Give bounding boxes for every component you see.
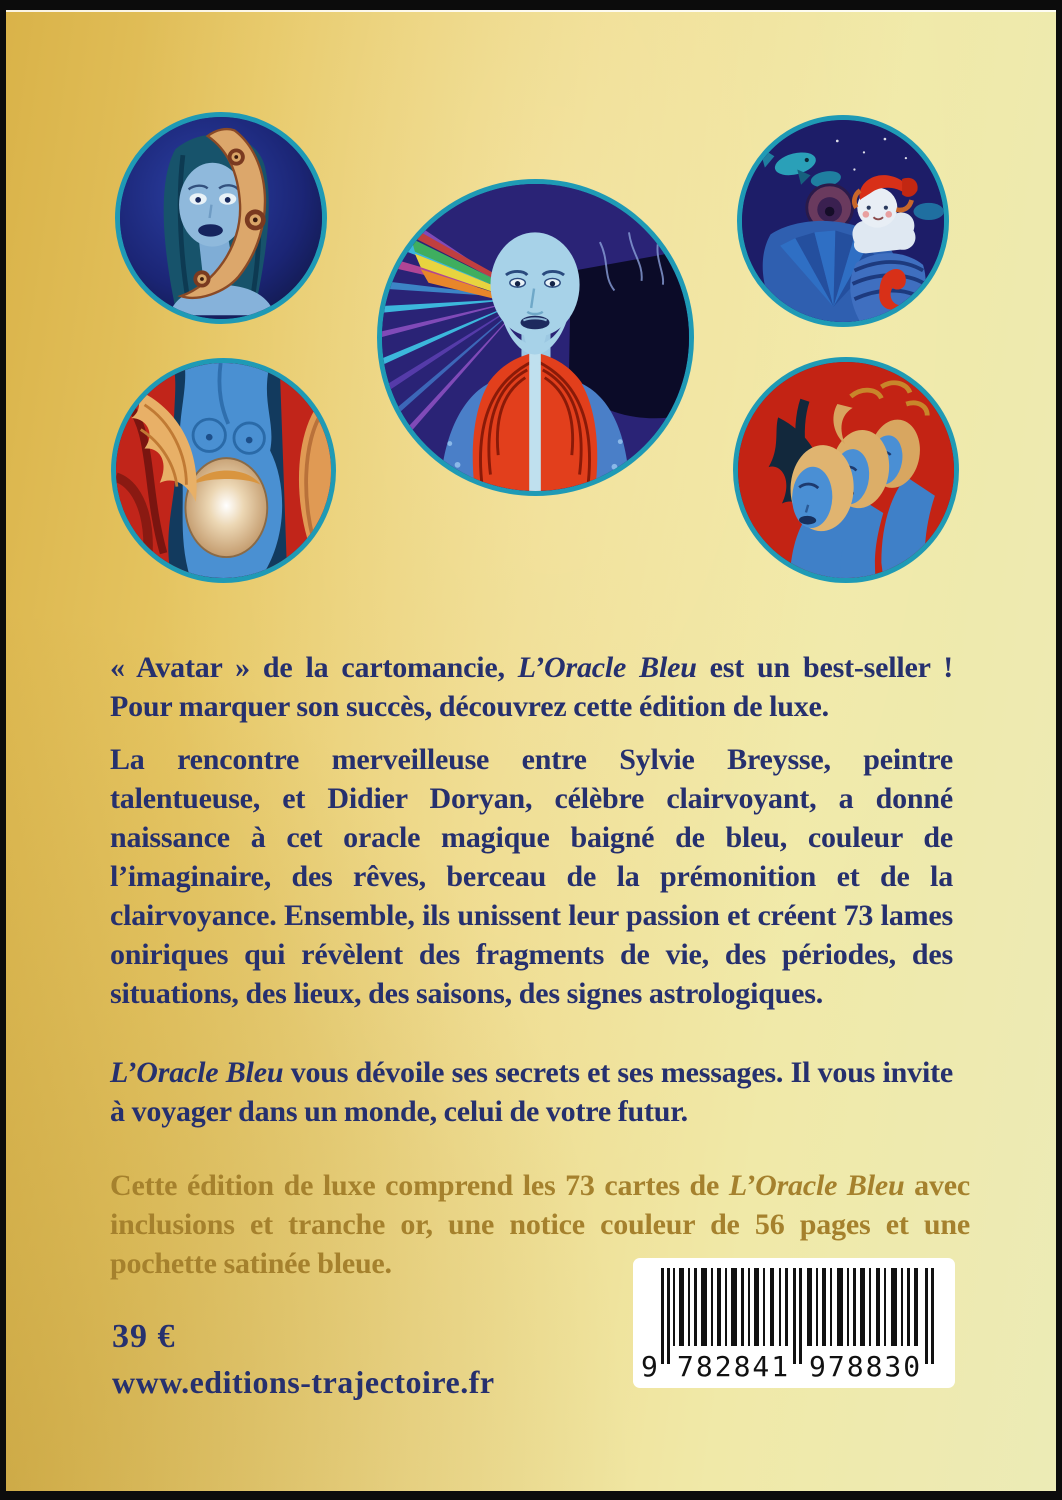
description-paragraph: La rencontre merveilleuse entre Sylvie Breysse, peintre talentueuse, et Didier Doryan, célèbre clairvoyant, a donné naissance à cet oracle magique baigné de bleu, couleur de l’imaginaire, des rêves, berceau de la prémonition et de la clairvoyance. Ensemble, ils unissent leur passion et créent 73 lames oniriques qui révèlent des fragments de vie, des périodes, des situations, des lieux, des saisons, des signes astrologiques. xyxy=(110,743,953,1010)
card-art-three-masks xyxy=(733,357,959,583)
oracle-bleu-title: L’Oracle Bleu xyxy=(517,651,697,684)
barcode-digits xyxy=(633,1352,955,1382)
three-masks-card-icon xyxy=(738,362,954,578)
barcode-digit-lead: 9 xyxy=(641,1350,658,1383)
moon-woman-card-icon xyxy=(120,117,322,319)
intro-post: est un best-seller ! Pour marquer son succès, découvrez cette édition de luxe. xyxy=(110,651,953,723)
card-art-moon-woman xyxy=(115,112,327,324)
frame-hairline xyxy=(6,10,1056,12)
barcode-digit-group1: 782841 xyxy=(677,1350,791,1383)
barcode xyxy=(633,1258,955,1388)
secrets-paragraph xyxy=(110,1053,953,1131)
intro-paragraph xyxy=(110,648,953,726)
card-art-pregnant-woman xyxy=(111,358,336,583)
card-art-child-shells xyxy=(737,115,949,327)
barcode-digit-group2: 978830 xyxy=(809,1350,923,1383)
deluxe-post: avec inclusions et tranche or, une notice couleur de 56 pages et une pochette satinée bleue. xyxy=(110,1169,970,1280)
website-url: www.editions-trajectoire.fr xyxy=(112,1364,495,1400)
oracle-bleu-title: L’Oracle Bleu xyxy=(728,1169,905,1202)
price-label: 39 € xyxy=(112,1318,176,1355)
oracle-figure-card-icon xyxy=(382,184,689,491)
oracle-bleu-title: L’Oracle Bleu xyxy=(110,1056,284,1089)
pregnant-woman-card-icon xyxy=(116,363,331,578)
card-art-oracle-figure xyxy=(377,179,694,496)
child-and-shells-card-icon xyxy=(742,120,944,322)
deluxe-pre: Cette édition de luxe comprend les 73 cartes de xyxy=(110,1169,729,1202)
intro-pre: « Avatar » de la cartomancie, xyxy=(110,651,518,684)
secrets-post: vous dévoile ses secrets et ses messages. Il vous invite à voyager dans un monde, celui de votre futur. xyxy=(110,1056,953,1128)
